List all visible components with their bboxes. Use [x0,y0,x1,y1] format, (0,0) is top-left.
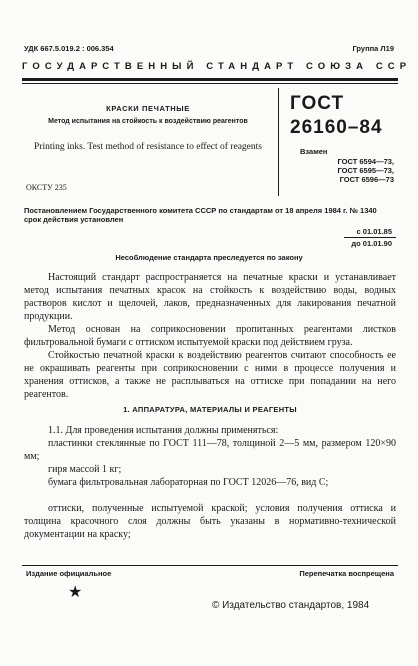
official-edition: Издание официальное [26,569,112,578]
decree-text: Постановлением Государственного комитета СССР по стандартам от 18 апреля 1984 г. № 1340 срок действия установлен [24,206,377,224]
replaces-label: Взамен [300,147,328,156]
title-en: Printing inks. Test method of resistance to effect of reagents [34,142,262,152]
replaced-standard: ГОСТ 6594—73, [337,157,394,166]
title-divider [278,88,279,196]
replaced-standard: ГОСТ 6595—73, [337,166,394,175]
validity-to: до 01.01.90 [351,239,392,248]
star-icon: ★ [68,584,83,601]
udk-code: УДК 667.5.019.2 : 006.354 [24,44,114,53]
intro-paragraph: Стойкостью печатной краски к воздействию реагентов считают способность ее не окрашивать реагенты при соприкосновении с ними в процессе получения и хранения оттисков, а также не расплываться на оттиске при попадании на него реагентов. [24,350,396,400]
copyright: © Издательство стандартов, 1984 [212,600,370,611]
gost-number: 26160–84 [290,117,383,138]
intro-paragraph: Настоящий стандарт распространяется на печатные краски и устанавливает метод испытания печатных красок на стойкость к воздействию воды, водных растворов кислот и щелочей, лаков, предназначенных для лакирования печатной продукции. [24,272,396,322]
validity-separator [344,237,396,238]
okstu-code: ОКСТУ 235 [26,183,67,192]
reprint-prohibited: Перепечатка воспрещена [299,569,394,578]
title-ru: КРАСКИ ПЕЧАТНЫЕ [106,104,190,113]
non-observance-notice: Несоблюдение стандарта преследуется по закону [115,253,303,262]
header-rule-thick [22,78,398,81]
gost-label: ГОСТ [290,93,345,114]
list-item: бумага фильтровальная лабораторная по ГОСТ 12026—76, вид С; [48,477,329,488]
validity-from: с 01.01.85 [356,227,392,236]
group-code: Группа Л19 [352,44,394,53]
list-item: 1.1. Для проведения испытания должны применяться: [48,425,279,436]
state-standard-banner: ГОСУДАРСТВЕННЫЙ СТАНДАРТ СОЮЗА ССР [22,61,412,72]
list-item: оттиски, полученные испытуемой краской; условия получения оттиска и толщина красочного слоя должны быть указаны в нормативно-технической документации на краску; [24,503,396,540]
intro-paragraph: Метод основан на соприкосновении пропитанных реагентами листков фильтровальной бумаги с оттиском испытуемой краски под действием груза. [24,324,396,348]
list-item: пластинки стеклянные по ГОСТ 111—78, толщиной 2—5 мм, размером 120×90 мм; [24,438,396,462]
list-item: гиря массой 1 кг; [48,464,122,475]
section-heading: 1. АППАРАТУРА, МАТЕРИАЛЫ И РЕАГЕНТЫ [123,405,297,414]
footer-rule [22,565,398,566]
header-rule-thin [22,83,398,84]
replaced-standard: ГОСТ 6596—73 [339,175,394,184]
subtitle-ru: Метод испытания на стойкость к воздействию реагентов [48,118,248,125]
